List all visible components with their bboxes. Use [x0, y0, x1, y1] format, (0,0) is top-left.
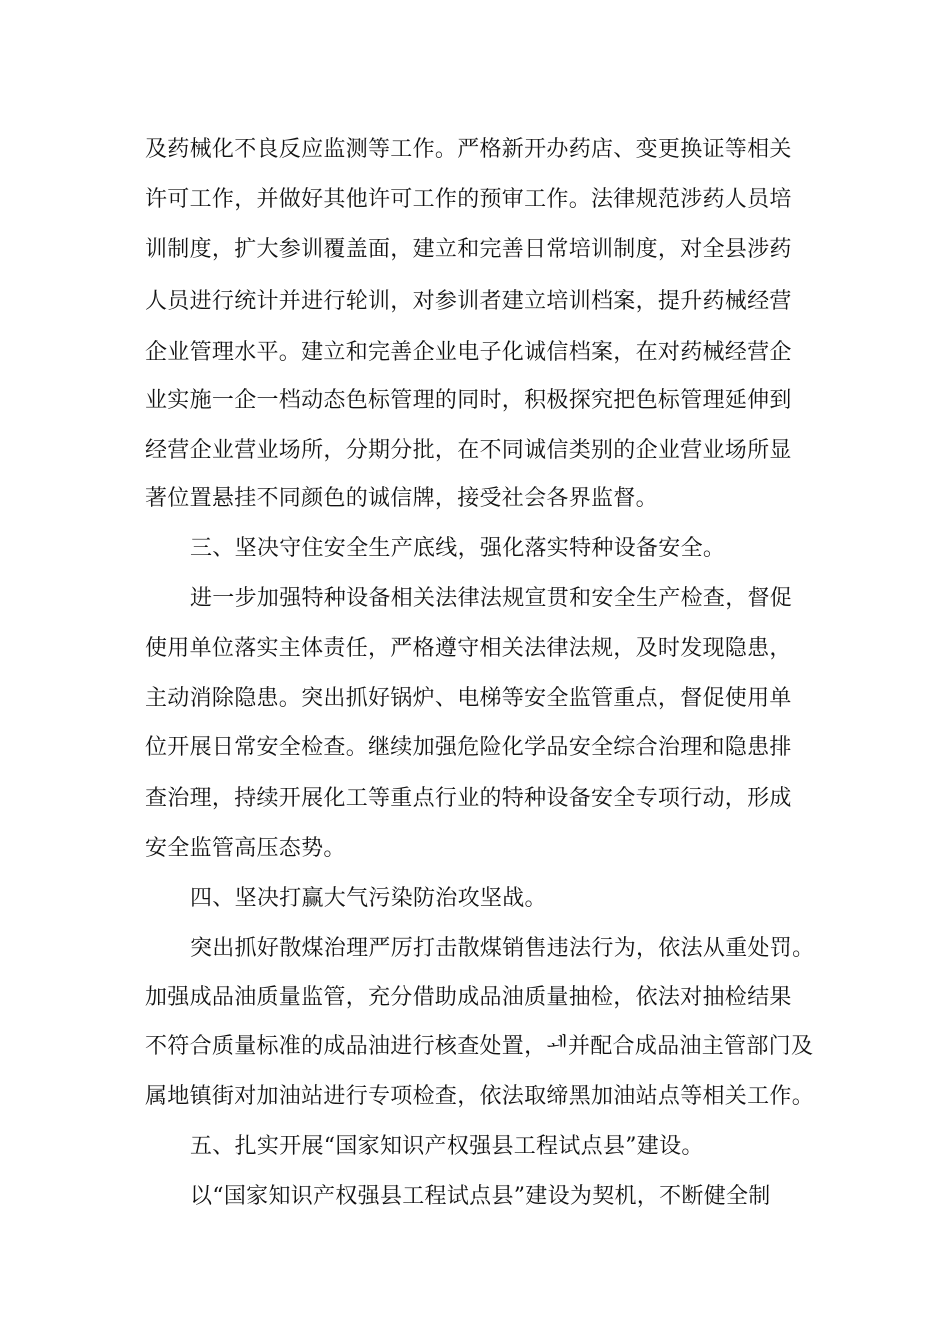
- section-heading-3: 三、坚决守住安全生产底线，强化落实特种设备安全。: [190, 536, 726, 561]
- text-line-17: 突出抓好散煤治理严厉打击散煤销售违法行为，依法从重处罚。: [190, 936, 815, 961]
- text-line-22: 以“国家知识产权强县工程试点县”建设为契机，不断健全制: [190, 1184, 771, 1209]
- text-line-7: 经营企业营业场所，分期分批，在不同诚信类别的企业营业场所显: [145, 438, 792, 463]
- text-line-3: 训制度，扩大参训覆盖面，建立和完善日常培训制度，对全县涉药: [145, 237, 792, 262]
- text-line-6: 业实施一企一档动态色标管理的同时，积极探究把色标管理延伸到: [145, 388, 792, 413]
- text-line-2: 许可工作，并做好其他许可工作的预审工作。法律规范涉药人员培: [145, 187, 792, 212]
- text-line-8: 著位置悬挂不同颜色的诚信牌，接受社会各界监督。: [145, 486, 658, 511]
- text-line-14: 查治理，持续开展化工等重点行业的特种设备安全专项行动，形成: [145, 786, 792, 811]
- text-line-10: 进一步加强特种设备相关法律法规宣贯和安全生产检查，督促: [190, 586, 793, 611]
- section-heading-5: 五、扎实开展“国家知识产权强县工程试点县”建设。: [190, 1134, 704, 1159]
- section-heading-4: 四、坚决打赢大气污染防治攻坚战。: [190, 886, 547, 911]
- text-line-19: 不符合质量标准的成品油进行核查处置，ᆀ并配合成品油主管部门及: [145, 1034, 814, 1059]
- text-line-11: 使用单位落实主体责任，严格遵守相关法律法规，及时发现隐患，: [145, 636, 792, 661]
- text-line-20: 属地镇街对加油站进行专项检查，依法取缔黑加油站点等相关工作。: [145, 1084, 815, 1109]
- text-line-15: 安全监管高压态势。: [145, 836, 346, 861]
- text-line-12: 主动消除隐患。突出抓好锅炉、电梯等安全监管重点，督促使用单: [145, 686, 792, 711]
- text-line-18: 加强成品油质量监管，充分借助成品油质量抽检，依法对抽检结果: [145, 985, 792, 1010]
- text-line-13: 位开展日常安全检查。继续加强危险化学品安全综合治理和隐患排: [145, 735, 792, 760]
- text-line-5: 企业管理水平。建立和完善企业电子化诚信档案，在对药械经营企: [145, 340, 792, 365]
- text-line-4: 人员进行统计并进行轮训，对参训者建立培训档案，提升药械经营: [145, 289, 792, 314]
- text-line-1: 及药械化不良反应监测等工作。严格新开办药店、变更换证等相关: [145, 137, 792, 162]
